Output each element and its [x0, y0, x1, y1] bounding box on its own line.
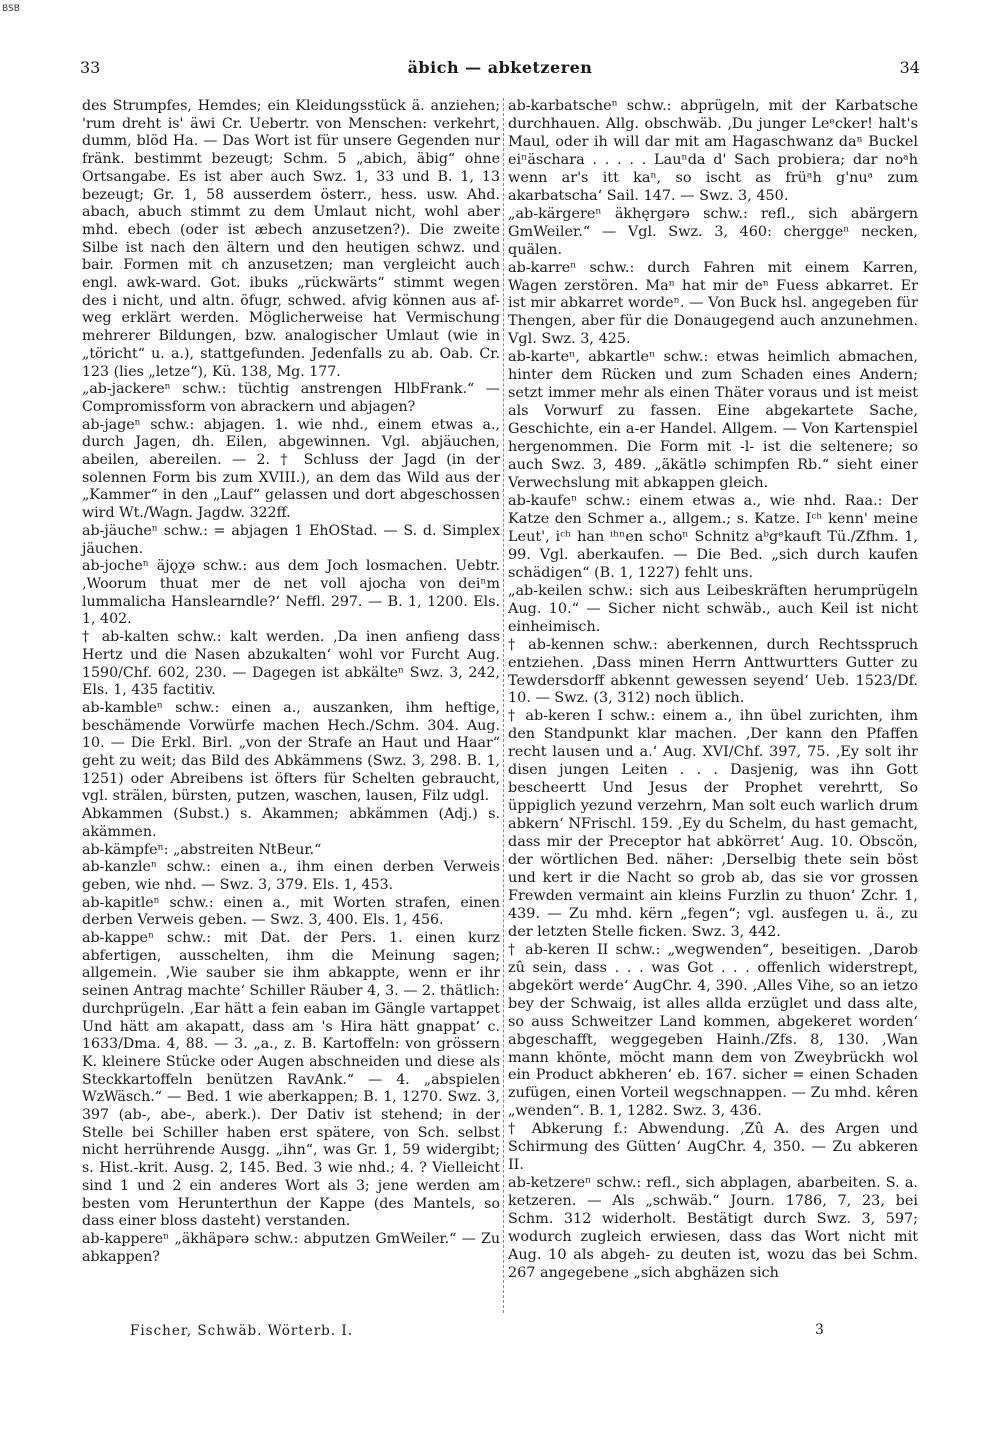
entry: ab-karreⁿ schw.: durch Fahren mit einem Karren, Wagen zerstören. Maⁿ hat mir deⁿ Fuess abkarret. Er ist mir abkarret wordeⁿ. — Von Buck hsl. angegeben für Thengen, aber für die Donaugegend auch anzunehmen. Vgl. Swz. 3, 425.: [508, 259, 918, 348]
entry: ab-kämpfeⁿ: „abstreiten NtBeur.“: [82, 841, 322, 858]
entry: ab-karbatscheⁿ schw.: abprügeln, mit der Karbatsche durchhauen. Allg. obschwäb. ‚Du junger Leᵉcker! halt's Maul, oder ih will dar mit am Hagaschwanz daⁿ Buckel eiⁿäschara . . . . . Lauⁿda d' Sach probiera; dar noᵃh wenn ar's itt kaⁿ, so ischt as früᵃh g'nuᵃ zum akarbatscha‘ Sail. 147. — Swz. 3, 450.: [508, 98, 918, 204]
entry: ab-kappereⁿ „äkhäpərə schw.: abputzen GmWeiler.“ — Zu abkappen?: [82, 1231, 500, 1265]
entry: ab-kapitleⁿ schw.: einen a., mit Worten strafen, einen derben Verweis geben. — Swz. 3, 400. Els. 1, 456.: [82, 894, 500, 929]
page-number-right: 34: [899, 58, 920, 77]
entry: „ab-jackereⁿ schw.: tüchtig anstrengen HlbFrank.“ — Compromissform von abrackern und abjagen?: [82, 381, 500, 415]
entry: des Strumpfes, Hemdes; ein Kleidungsstück ä. anziehen; 'rum dreht is' äwi Cr. Uebertr. von Menschen: verkehrt, dumm, blöd Ha. — Das Wort ist für unsere Gegenden nur fränk. bestimmt bezeugt; Schm. 5 „abich, äbig“ ohne Ortsangabe. Es ist aber auch Swz. 1, 33 und B. 1, 13 bezeugt; Gr. 1, 58 ausserdem österr., hess. usw. Ahd. abach, abuch stimmt zu dem Umlaut nicht, wohl aber mhd. ebech (oder ist æbech anzusetzen?). Die zweite Silbe ist nach den ältern und den heutigen schwz. und bair. Formen mit ch anzusetzen; man vergleicht auch engl. awk-ward. Got. ibuks „rückwärts“ stimmt wegen des i nicht, und altn. öfugr, schwed. afvig können aus af-weg erklärt werden. Möglicherweise hat Vermischung mehrerer Bildungen, bzw. analogischer Umlaut (wie in „töricht“ u. a.), stattgefunden. Jedenfalls zu ab. Oab. Cr. 123 (lies „letze“), Kü. 138, Mg. 177.: [82, 98, 500, 380]
entry: ab-jageⁿ schw.: abjagen. 1. wie nhd., einem etwas a., durch Jagen, dh. Eilen, abgewinnen. Vgl. abjäuchen, abeilen, abereilen. — 2. † Schluss der Jagd (in der solennen Form bis zum XVIII.), an dem das Wild aus der „Kammer“ in den „Lauf“ gelassen und dort abgeschossen wird Wt./Wagn. Jagdw. 322ff.: [82, 416, 500, 522]
entry: ab-kappeⁿ schw.: mit Dat. der Pers. 1. einen kurz abfertigen, ausschelten, ihm die Meinung sagen; allgemein. ‚Wie sauber sie ihm abkappte, wenn er ihr seinen Antrag machte‘ Schiller Räuber 4, 3. — 2. thätlich: durchprügeln. ‚Ear hätt a fein eaban im Gängle vartappet Und hätt am akapatt, dass am 's Hira hätt gnappat‘ c. 1633/Dma. 4, 88. — 3. „a., z. B. Kartoffeln: von grössern K. kleinere Stücke oder Augen abschneiden und diese als Steckkartoffeln benützen RavAnk.“ — 4. „abspielen WzWäsch.“ — Bed. 1 wie aberkappen; B. 1, 1270. Swz. 3, 397 (ab-, abe-, aberk.). Der Dativ ist stehend; in der Stelle bei Schiller haben erst spätere, von Sch. selbst nicht herrührende Ausgg. „ihn“, was Gr. 1, 59 widergibt; s. Hist.-krit. Ausg. 2, 145. Bed. 3 wie nhd.; 4. ? Vielleicht sind 1 und 2 ein anderes Wort als 3; jene werden am besten vom Herunterthun der Kappe (des Mantels, so dass einer bloss dasteht) verstanden.: [82, 930, 500, 1230]
entry: Abkammen (Subst.) s. Akammen; abkämmen (Adj.) s. akämmen.: [82, 806, 500, 840]
entry: † ab-keren I schw.: einem a., ihn übel zurichten, ihm den Standpunkt klar machen. ‚Der kann den Pfaffen recht lausen und a.‘ Aug. XVI/Chf. 397, 75. ‚Ey solt ihr disen jungen Leiten . . . Dasjenig, was ihn Gott bescheertt Und Jesus der Prophet verehrtt, So üppiglich yezund verzehrn, Man solt euch warlich drum abkern‘ NFrischl. 159. ‚Ey du Schelm, du hast gemacht, dass mir der Preceptor hat abkörret‘ Aug. 10. Obscön, der wörtlichen Bed. näher: ‚Derselbig thete sein böst und kert ir die Nacht so grob ab, das sie vor grossen Frewden vermaint ain kleins Furzlin zu thuon‘ Zchr. 1, 439. — Zu mhd. kërn „fegen“; vgl. ausfegen u. ä., zu der letzten Stelle ficken. Swz. 3, 442.: [508, 708, 918, 940]
left-column: [82, 98, 500, 1266]
page-number-left: 33: [80, 58, 101, 77]
publisher-footer: Fischer, Schwäb. Wörterb. I.: [130, 1323, 353, 1339]
entry: † ab-kennen schw.: aberkennen, durch Rechtsspruch entziehen. ‚Dass minen Herrn Anttwurtters Gutter zu Tewdersdorff abkennt gewessen seyend‘ Ueb. 1523/Df. 10. — Swz. (3, 312) noch üblich.: [508, 636, 918, 707]
entry: „ab-kärgereⁿ äkhęrgərə schw.: refl., sich abärgern GmWeiler.“ — Vgl. Swz. 3, 460: cherggeⁿ necken, quälen.: [508, 205, 918, 258]
entry: ab-karteⁿ, abkartleⁿ schw.: etwas heimlich abmachen, hinter dem Rücken und zum Schaden eines Andern; setzt immer mehr als einen Thäter voraus und ist meist als Vorwurf zu fassen. Eine abgekartete Sache, Geschichte, ein a-er Handel. Allgem. — Von Kartenspiel hergenommen. Die Form mit -l- ist die seltenere; so auch Swz. 3, 489. „äkätlə schimpfen Rb.“ sieht einer Verwechslung mit abkappen gleich.: [508, 349, 918, 492]
entry: ab-jocheⁿ äjǫχə schw.: aus dem Joch losmachen. Uebtr. ‚Woorum thuat mer de net voll ajocha von deiⁿm lummalicha Hanslearndle?‘ Neffl. 297. — B. 1, 1200. Els. 1, 402.: [82, 558, 500, 628]
right-column: [508, 98, 918, 1283]
entry: ab-ketzereⁿ schw.: refl., sich abplagen, abarbeiten. S. a. ketzeren. — Als „schwäb.“ Journ. 1786, 7, 23, bei Schm. 312 widerholt. Bestätigt durch Swz. 3, 597; wodurch zugleich erwiesen, dass das Wort nicht mit Aug. 10 als abgeh- zu deuten ist, wozu das bei Schm. 267 angegebene „sich abghäzen sich: [508, 1175, 918, 1281]
entry: † Abkerung f.: Abwendung. ‚Zû A. des Argen und Schirmung des Gütten‘ AugChr. 4, 350. — Zu abkeren II.: [508, 1121, 918, 1174]
entry: ab-kaufeⁿ schw.: einem etwas a., wie nhd. Raa.: Der Katze den Schmer a., allgem.; s. Katze. Iᶜʰ kenn' meine Leut', iᶜʰ han ⁱʰⁿen schoⁿ Schnitz aᵇgᵉkauft Tü./Zfhm. 1, 99. Vgl. aberkaufen. — Die Bed. „sich durch kaufen schädigen“ (B. 1, 1227) fehlt uns.: [508, 492, 918, 581]
running-header: äbich — abketzeren: [407, 58, 593, 77]
entry: † ab-kalten schw.: kalt werden. ‚Da inen anfieng dass Hertz und die Nasen abzukalten‘ wohl vor Furcht Aug. 1590/Chf. 602, 230. — Dagegen ist abkälteⁿ Swz. 3, 242, Els. 1, 435 factitiv.: [82, 629, 500, 699]
column-divider: [503, 98, 504, 1313]
library-stamp: BSB: [2, 4, 20, 14]
entry: ab-kanzleⁿ schw.: einen a., ihm einen derben Verweis geben, wie nhd. — Swz. 3, 379. Els. 1, 453.: [82, 859, 500, 893]
entry: ab-kambleⁿ schw.: einen a., auszanken, ihm heftige, beschämende Vorwürfe machen Hech./Schm. 304. Aug. 10. — Die Erkl. Birl. „von der Strafe an Haut und Haar“ geht zu weit; das Bild des Abkämmens (Swz. 3, 298. B. 1, 1251) oder Abreibens ist öfters für Schelten gebraucht, vgl. strälen, bürsten, putzen, waschen, lausen, Filz udgl.: [82, 699, 500, 805]
entry: † ab-keren II schw.: „wegwenden“, beseitigen. ‚Darob zû sein, dass . . . was Got . . . offenlich widerstrept, abgekört werde‘ AugChr. 4, 390. ‚Alles Vihe, so an ietzo bey der Schwaig, ist alles allda erzüglet und dass alte, so auss Schweitzer Land kommen, abgekeret worden‘ abgeschafft, weggegeben Hainh./Zfs. 8, 130. ‚Wan mann khönte, möcht mann dem von Zweybrückh wol ein Product abkheren‘ eb. 167. sicher = einen Schaden zufügen, einen Vorteil wegschnappen. — Zu mhd. kêren „wenden“. B. 1, 1282. Swz. 3, 436.: [508, 941, 918, 1120]
entry: „ab-keilen schw.: sich aus Leibeskräften herumprügeln Aug. 10.“ — Sicher nicht schwäb., auch Keil ist nicht einheimisch.: [508, 582, 918, 635]
entry: ab-jäucheⁿ schw.: = abjagen 1 EhOStad. — S. d. Simplex jäuchen.: [82, 522, 500, 557]
signature-mark: 3: [815, 1322, 824, 1338]
